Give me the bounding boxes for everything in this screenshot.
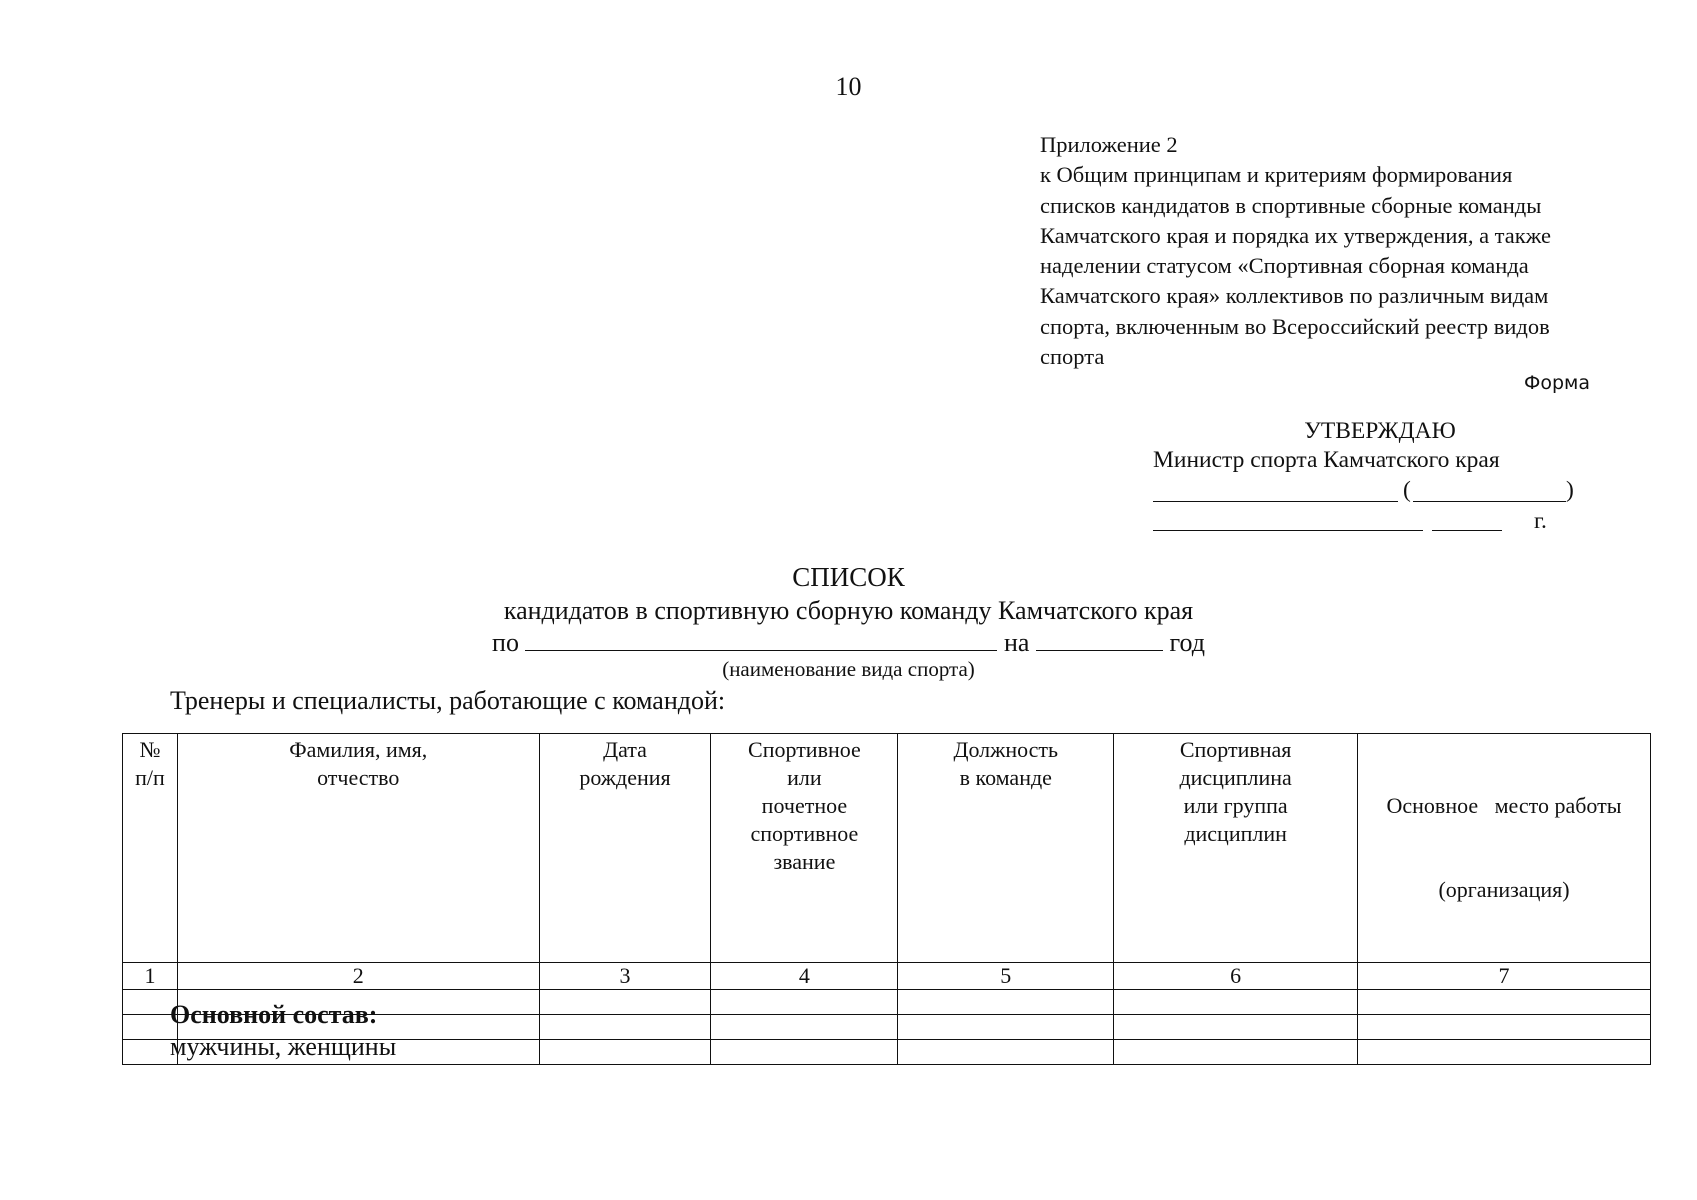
gender-line: мужчины, женщины xyxy=(170,1032,397,1061)
page-number: 10 xyxy=(835,72,862,101)
main-composition-heading: Основной состав: xyxy=(170,1000,378,1029)
appendix-line: Приложение 2 xyxy=(1040,132,1178,157)
paren-close: ) xyxy=(1566,477,1574,503)
appendix-line: списков кандидатов в спортивные сборные команды xyxy=(1040,192,1542,218)
form-label: Форма xyxy=(1523,372,1590,394)
table-cell xyxy=(898,1015,1114,1040)
appendix-line: Камчатского края и порядка их утверждения, а также xyxy=(1040,222,1551,248)
sport-year-line xyxy=(0,628,1697,658)
table-cell xyxy=(1114,990,1358,1015)
on-word: на xyxy=(1003,628,1030,657)
appendix-line: спорта xyxy=(1040,344,1105,370)
coaches-heading: Тренеры и специалисты, работающие с командой: xyxy=(170,686,726,715)
list-subtitle: кандидатов в спортивную сборную команду Камчатского края xyxy=(503,596,1194,625)
column-number: 4 xyxy=(711,963,898,990)
table-cell xyxy=(539,1015,711,1040)
table-cell xyxy=(898,990,1114,1015)
column-number: 3 xyxy=(539,963,711,990)
year-line xyxy=(1432,506,1502,531)
appendix-line: спорта, включенным во Всероссийский реестр видов xyxy=(1040,313,1550,339)
column-number: 7 xyxy=(1358,963,1651,990)
year-suffix: г. xyxy=(1534,508,1547,534)
appendix-caption xyxy=(1040,130,1640,372)
paren-open: ( xyxy=(1403,477,1411,503)
header-discipline: Спортивная дисциплина или группа дисциплин xyxy=(1114,734,1358,963)
table-cell xyxy=(1358,1040,1651,1065)
column-number: 6 xyxy=(1114,963,1358,990)
table-cell xyxy=(711,1015,898,1040)
appendix-line: наделении статусом «Спортивная сборная команда xyxy=(1040,253,1529,279)
table-cell xyxy=(1114,1040,1358,1065)
table-header-row xyxy=(123,734,1651,963)
header-full-name: Фамилия, имя, отчество xyxy=(177,734,539,963)
header-sport-title: Спортивное или почетное спортивное звание xyxy=(711,734,898,963)
column-number: 5 xyxy=(898,963,1114,990)
by-prefix: по xyxy=(492,628,519,657)
header-team-position: Должность в команде xyxy=(898,734,1114,963)
signature-line xyxy=(1153,477,1398,502)
sport-name-hint: (наименование вида спорта) xyxy=(722,657,975,681)
appendix-line: к Общим принципам и критериям формирования xyxy=(1040,162,1513,188)
column-number-row xyxy=(123,963,1651,990)
approval-position: Министр спорта Камчатского края xyxy=(1153,447,1500,473)
table-cell xyxy=(1114,1015,1358,1040)
approval-title: УТВЕРЖДАЮ xyxy=(1304,418,1456,444)
appendix-line: Камчатского края» коллективов по различным видам xyxy=(1040,283,1549,309)
table-cell xyxy=(711,1040,898,1065)
table-cell xyxy=(711,990,898,1015)
table-cell xyxy=(539,990,711,1015)
column-number: 1 xyxy=(123,963,178,990)
list-title: СПИСОК xyxy=(792,562,905,592)
header-number: № п/п xyxy=(123,734,178,963)
table-cell xyxy=(1358,990,1651,1015)
table-cell xyxy=(1358,1015,1651,1040)
table-cell xyxy=(539,1040,711,1065)
date-line xyxy=(1153,506,1423,531)
year-word: год xyxy=(1169,628,1205,657)
signature-name-line xyxy=(1413,477,1566,502)
year-fill-line xyxy=(1036,628,1163,651)
table-cell xyxy=(898,1040,1114,1065)
column-number: 2 xyxy=(177,963,539,990)
header-workplace: Основное место работы (организация) xyxy=(1358,734,1651,963)
header-birth-date: Дата рождения xyxy=(539,734,711,963)
sport-name-line xyxy=(525,628,997,651)
